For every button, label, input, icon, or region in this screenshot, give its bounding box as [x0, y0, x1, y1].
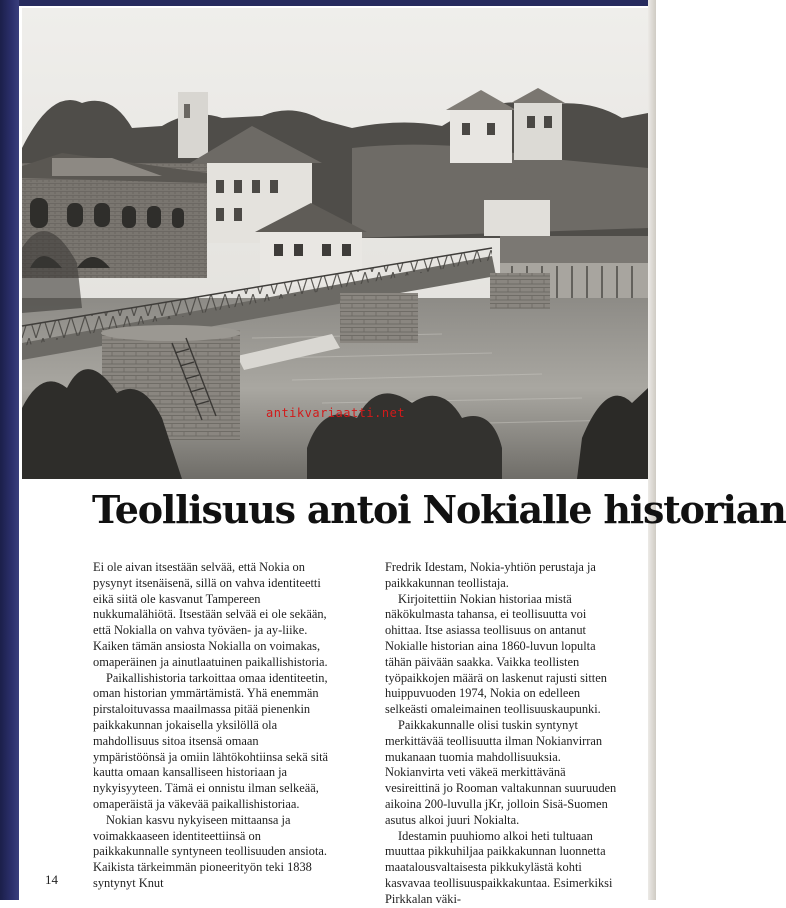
paragraph: Fredrik Idestam, Nokia-yhtiön perustaja ja paikkakunnan teollistaja. [385, 560, 596, 590]
page-edge-right [648, 0, 656, 900]
paragraph: Paikallishistoria tarkoittaa omaa identiteetin, oman historian ymmärtämistä. Yhä enemmän pirstaloituvassa maailmassa pitää pienenkin paikkakunnan jokaisella yksilöllä ola mahdollisuus sitoa itsensä omaan ympäristöönsä ja omiin lähtökohtiinsa sekä sitä kautta omaan kansalliseen historiaan ja nykyisyyteen. Tämä ei onnistu ilman selkeää, omaperäistä ja väkevää paikallishistoriaa. [93, 670, 329, 811]
text-column-right [385, 560, 621, 908]
article-headline: Teollisuus antoi Nokialle historian [92, 487, 786, 532]
book-edge-left [0, 0, 19, 900]
historical-photo [22, 8, 648, 479]
book-edge-top [19, 0, 648, 6]
paragraph: Kirjoitettiin Nokian historiaa mistä näkökulmasta tahansa, ei teollisuutta voi ohittaa. Itse asiassa teollisuus on antanut Nokialle historian aina 1860-luvun lopulta tähän päivään saakka. Vaikka teollisten työpaikkojen määrä on laskenut rajusti sitten huippuvuoden 1974, Nokia on edelleen selkeästi omaleimainen teollisuuskaupunki. [385, 591, 607, 717]
paragraph: Paikkakunnalle olisi tuskin syntynyt merkittävää teollisuutta ilman Nokianvirran mukanaan tuomia mahdollisuuksia. Nokianvirta veti väkeä merkittävänä vesireittinä jo Rooman valtakunnan suuruuden aikoina 200-luvulla jKr, jolloin Sisä-Suomen asutus alkoi juuri Nokialta. [385, 717, 617, 827]
page-number: 14 [45, 872, 58, 887]
text-column-left [93, 560, 329, 892]
paragraph: Idestamin puuhiomo alkoi heti tultuaan muuttaa pikkuhiljaa paikkakunnan luonnetta maatalousvaltaisesta pikkukylästä kohti kasvavaa teollisuuspaikkakuntaa. Esimerkiksi Pirkkalan väki- [385, 828, 613, 906]
photo-watermark: antikvariaatti.net [266, 406, 406, 420]
paragraph: Ei ole aivan itsestään selvää, että Nokia on pysynyt itsenäisenä, sillä on vahva identiteetti eikä siitä ole kasvanut Tampereen nukkumalähiötä. Itsestään selvää ei ole sekään, että Nokialla on vahva työväen- ja ay-liike. Kaiken tämän ansiosta Nokialla on voimakas, omaperäinen ja ainutlaatuinen paikallishistoria. [93, 560, 328, 669]
paragraph: Nokian kasvu nykyiseen mittaansa ja voimakkaaseen identiteettiinsä on paikkakunnalle syntyneen teollisuuden ansiota. Kaikista tärkeimmän pioneerityön teki 1838 syntynyt Knut [93, 812, 327, 890]
